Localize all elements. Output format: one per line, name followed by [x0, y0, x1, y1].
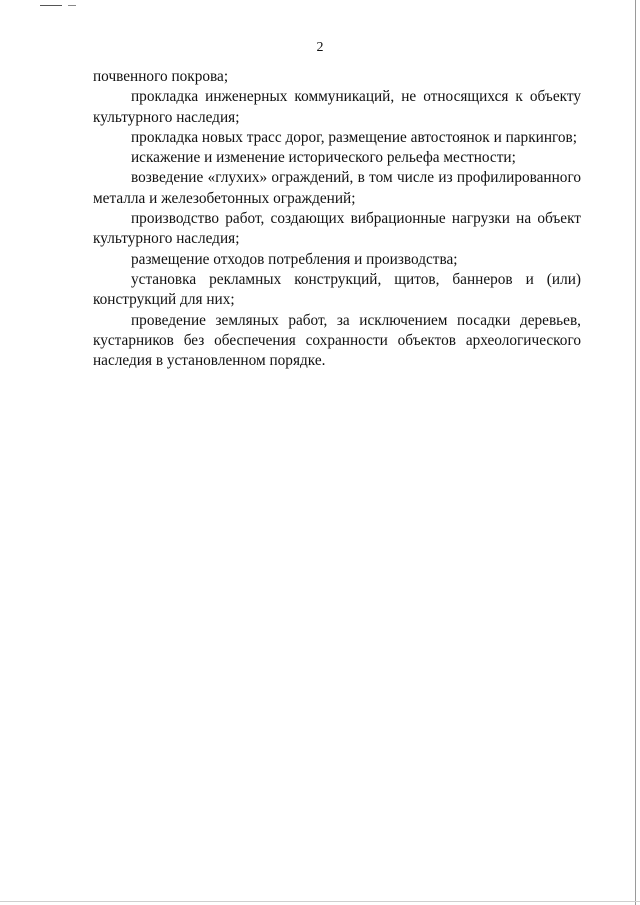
page-edge [0, 901, 640, 902]
paragraph: производство работ, создающих вибрационные нагрузки на объект культурного наследия; [93, 210, 581, 248]
scan-artifact [68, 5, 76, 6]
page-edge [635, 0, 636, 905]
paragraph: возведение «глухих» ограждений, в том числе из профилированного металла и железобетонных ограждений; [93, 169, 581, 207]
scan-artifact [40, 5, 62, 6]
paragraph: прокладка инженерных коммуникаций, не относящихся к объекту культурного наследия; [93, 88, 581, 126]
paragraph: установка рекламных конструкций, щитов, баннеров и (или) конструкций для них; [93, 270, 581, 309]
page-number: 2 [316, 40, 324, 55]
document-body [93, 67, 581, 371]
paragraph: искажение и изменение исторического рельефа местности; [131, 149, 516, 167]
paragraph: почвенного покрова; [93, 68, 229, 85]
paragraph: размещение отходов потребления и производства; [131, 250, 458, 268]
paragraph: проведение земляных работ, за исключением посадки деревьев, кустарников без обеспечения сохранности объектов археологического наследия в установленном порядке. [93, 311, 581, 370]
paragraph: прокладка новых трасс дорог, размещение автостоянок и паркингов; [131, 128, 578, 146]
